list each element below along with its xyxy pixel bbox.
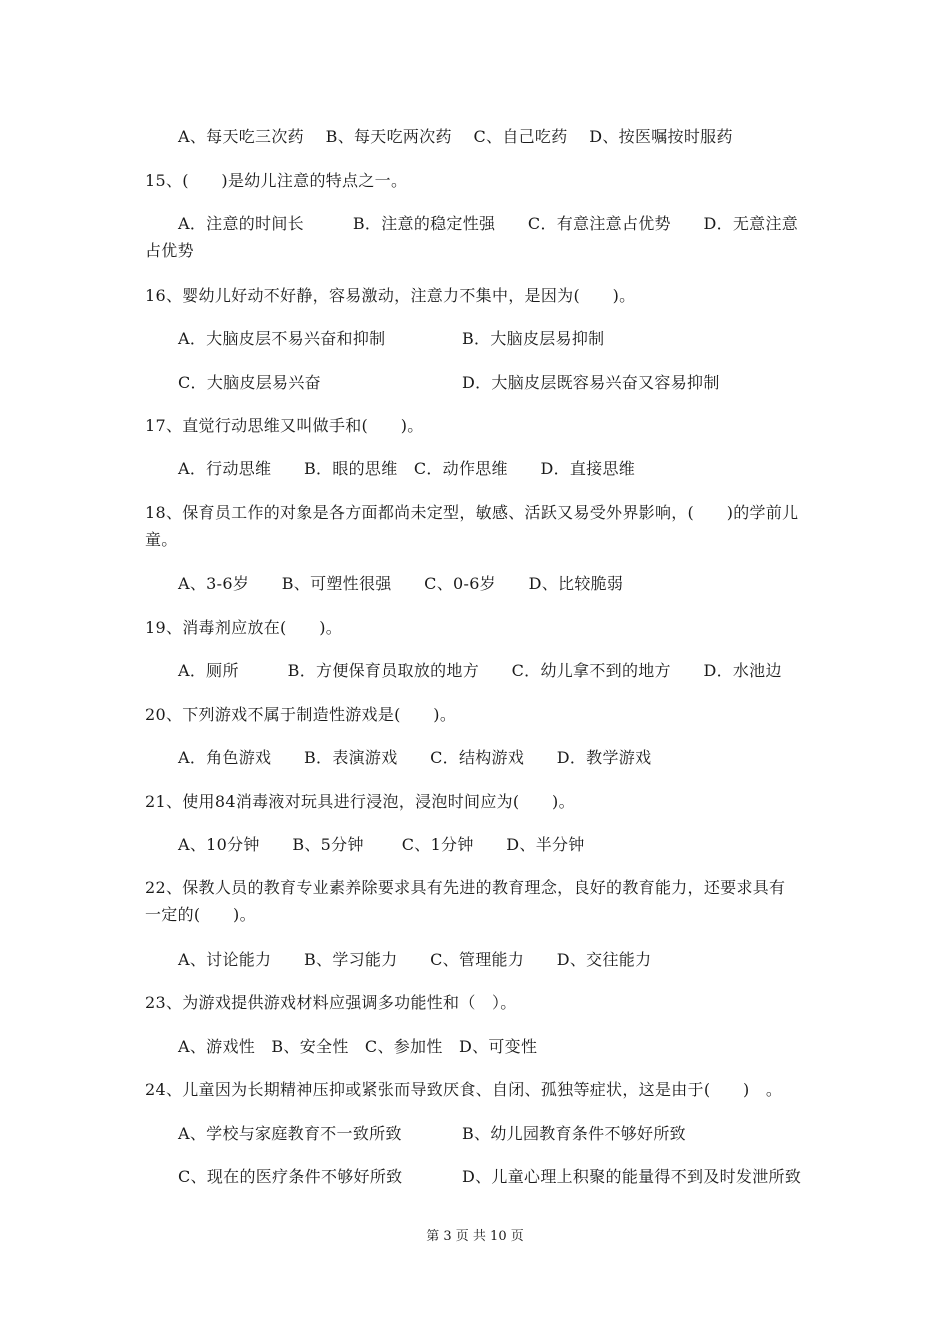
- answer-options: A．厕所 B．方便保育员取放的地方 C．幼儿拿不到的地方 D．水池边: [178, 661, 782, 680]
- question-text: 22、保教人员的教育专业素养除要求具有先进的教育理念，良好的教育能力，还要求具有: [145, 878, 786, 897]
- answer-options: A、讨论能力 B、学习能力 C、管理能力 D、交往能力: [178, 950, 652, 969]
- answer-options: A、每天吃三次药 B、每天吃两次药 C、自己吃药 D、按医嘱按时服药: [178, 127, 733, 146]
- answer-option: C、现在的医疗条件不够好所致: [178, 1167, 403, 1186]
- question-text: 21、使用84消毒液对玩具进行浸泡，浸泡时间应为( )。: [145, 792, 575, 811]
- question-text: 16、婴幼儿好动不好静，容易激动，注意力不集中，是因为( )。: [145, 286, 636, 305]
- answer-options: A、游戏性 B、安全性 C、参加性 D、可变性: [178, 1037, 538, 1056]
- answer-option: D、儿童心理上积聚的能量得不到及时发泄所致: [462, 1167, 802, 1186]
- question-text: 18、保育员工作的对象是各方面都尚未定型，敏感、活跃又易受外界影响，( )的学前儿: [145, 503, 799, 522]
- answer-options: A．角色游戏 B．表演游戏 C．结构游戏 D．教学游戏: [178, 748, 652, 767]
- answer-option: B．大脑皮层易抑制: [462, 329, 605, 348]
- question-text: 童。: [145, 530, 178, 549]
- question-text: 一定的( )。: [145, 905, 256, 924]
- answer-options: A、10分钟 B、5分钟 C、1分钟 D、半分钟: [178, 835, 585, 854]
- question-text: 19、消毒剂应放在( )。: [145, 618, 343, 637]
- answer-option: A．大脑皮层不易兴奋和抑制: [178, 329, 386, 348]
- answer-options: A．行动思维 B．眼的思维 C．动作思维 D．直接思维: [178, 459, 636, 478]
- answer-options: A、3-6岁 B、可塑性很强 C、0-6岁 D、比较脆弱: [178, 574, 624, 593]
- answer-option: D．大脑皮层既容易兴奋又容易抑制: [462, 373, 720, 392]
- answer-options: 占优势: [145, 241, 194, 260]
- question-text: 15、( )是幼儿注意的特点之一。: [145, 171, 408, 190]
- answer-option: B、幼儿园教育条件不够好所致: [462, 1124, 686, 1143]
- question-text: 24、儿童因为长期精神压抑或紧张而导致厌食、自闭、孤独等症状，这是由于( ) 。: [145, 1080, 783, 1099]
- answer-option: C．大脑皮层易兴奋: [178, 373, 321, 392]
- question-text: 23、为游戏提供游戏材料应强调多功能性和（ ）。: [145, 993, 517, 1012]
- question-text: 20、下列游戏不属于制造性游戏是( )。: [145, 705, 457, 724]
- page-footer: 第 3 页 共 10 页: [426, 1229, 524, 1244]
- question-text: 17、直觉行动思维又叫做手和( )。: [145, 416, 424, 435]
- answer-option: A、学校与家庭教育不一致所致: [178, 1124, 402, 1143]
- answer-options: A．注意的时间长 B．注意的稳定性强 C．有意注意占优势 D．无意注意: [178, 214, 799, 233]
